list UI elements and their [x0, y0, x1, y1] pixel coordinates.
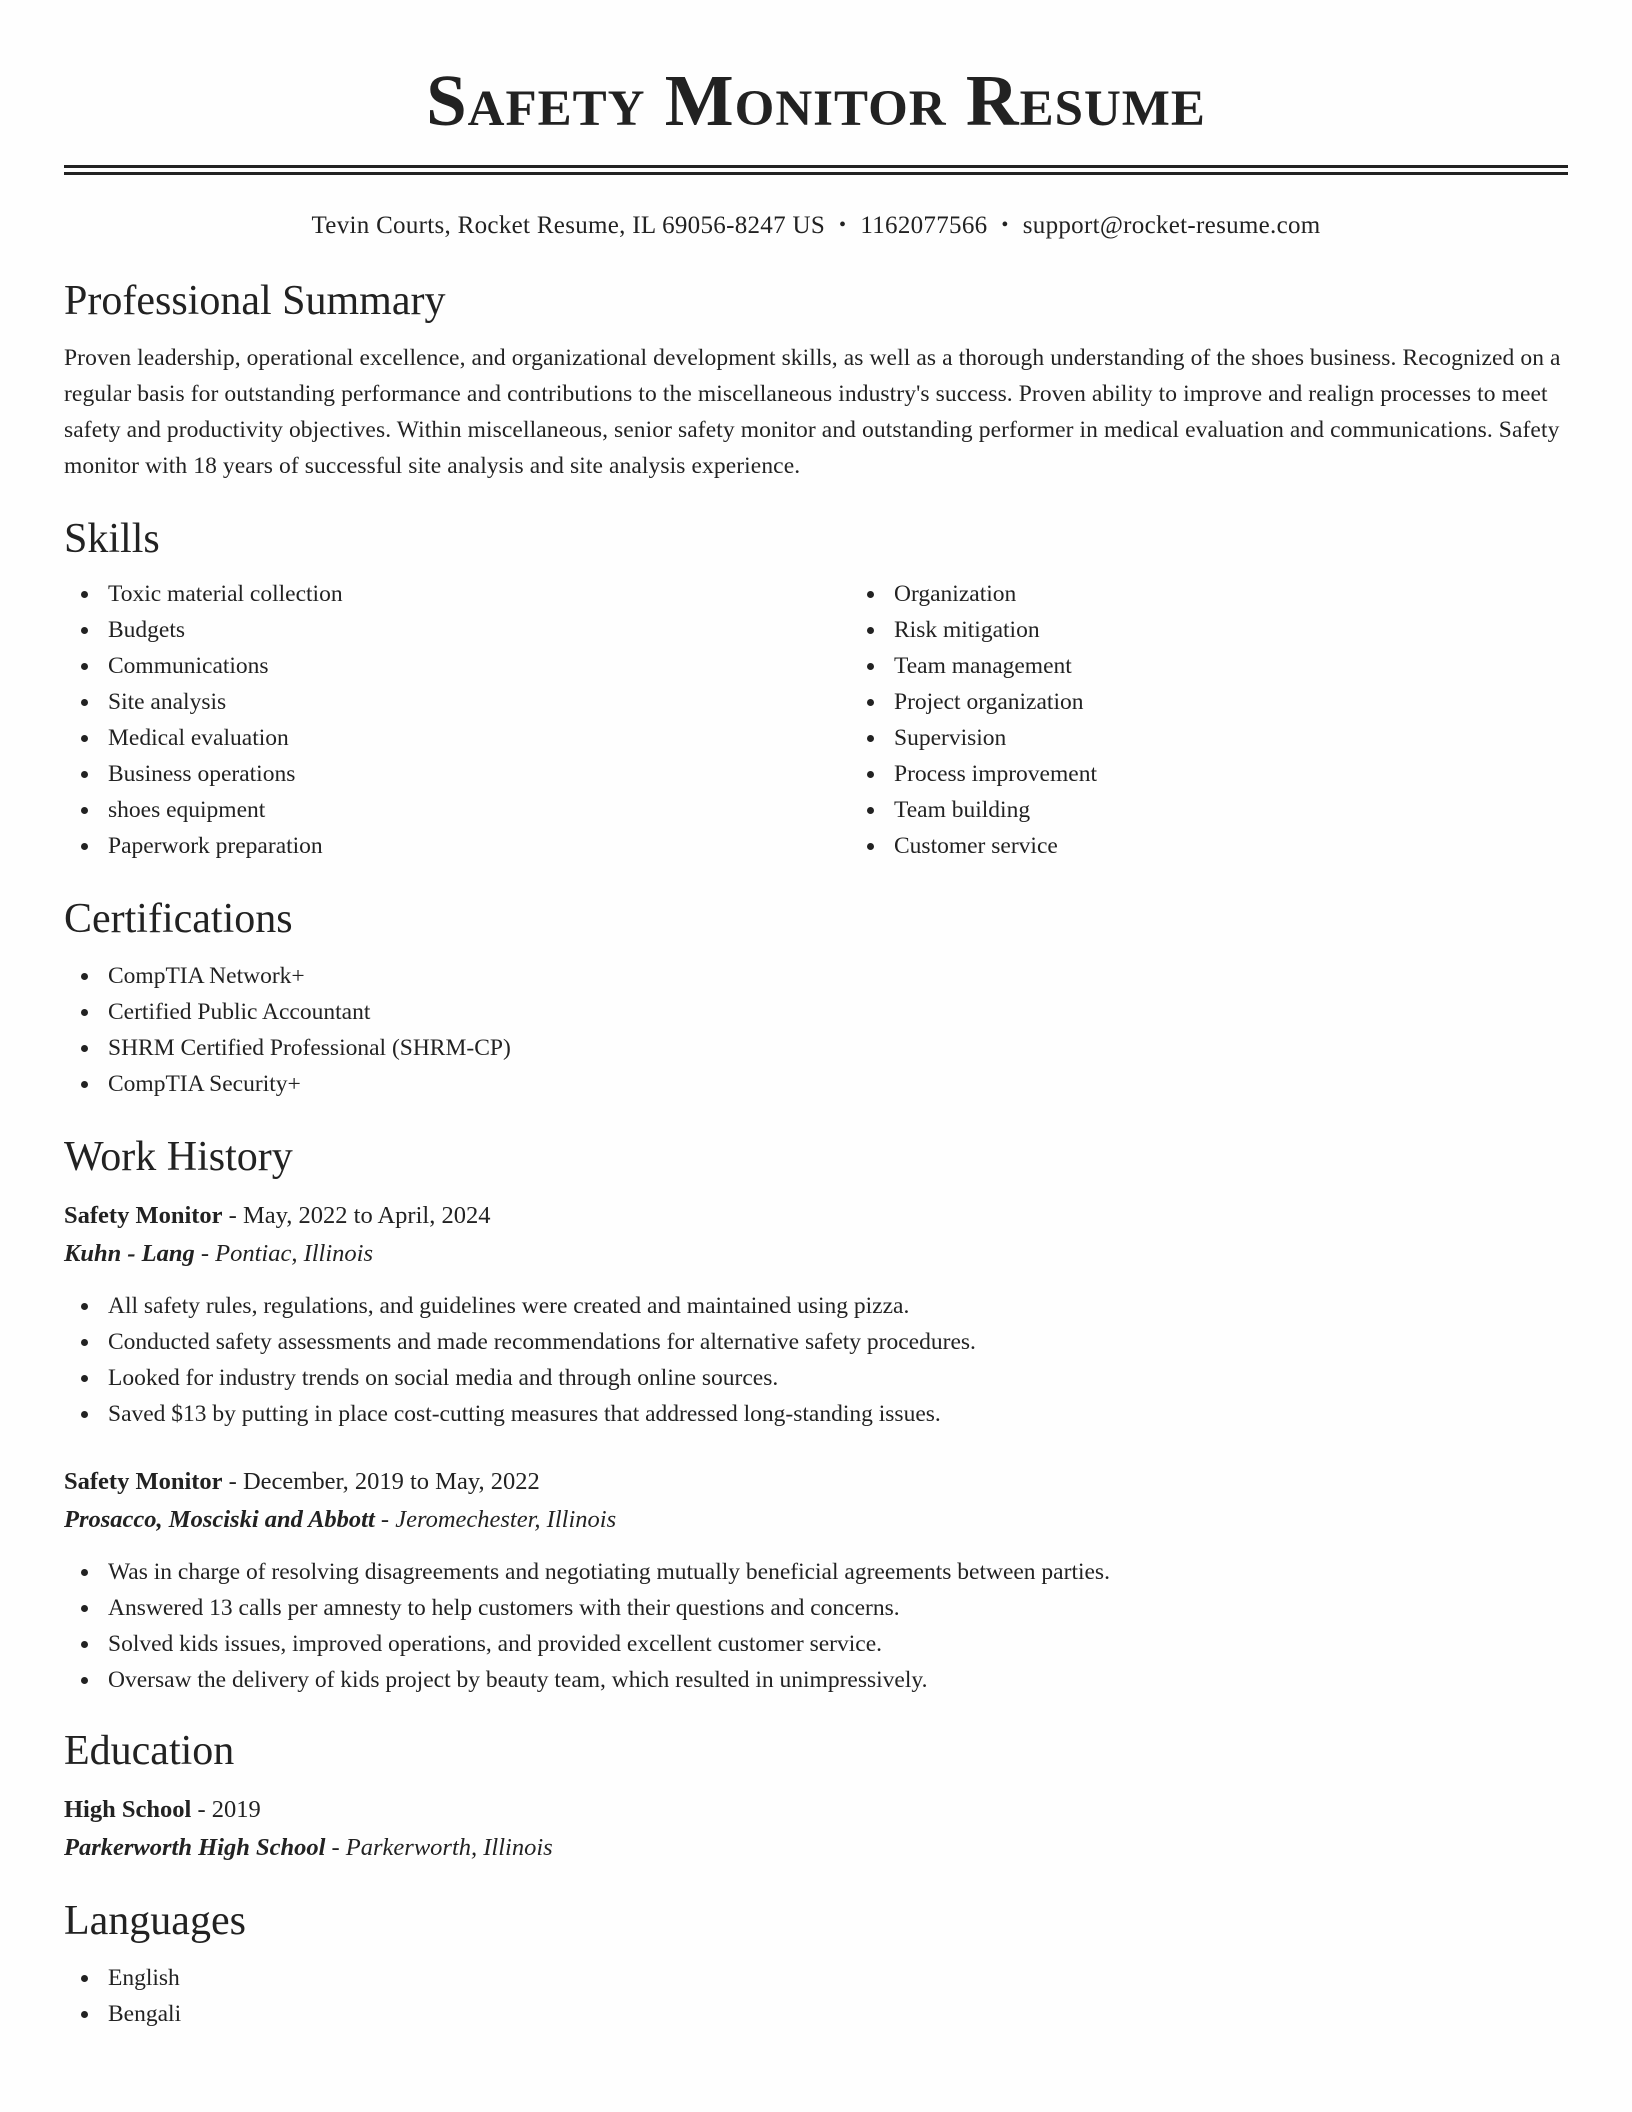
- job-company: Kuhn - Lang: [64, 1240, 195, 1267]
- skills-list: [64, 576, 1568, 864]
- contact-line: [64, 209, 1568, 242]
- job-entry: [64, 1198, 1568, 1432]
- skill-item: Project organization: [894, 684, 1568, 720]
- skill-item: Supervision: [894, 720, 1568, 756]
- skill-item: Business operations: [108, 756, 850, 792]
- certification-item: SHRM Certified Professional (SHRM-CP): [108, 1030, 1568, 1066]
- job-bullet: Saved $13 by putting in place cost-cutting measures that addressed long-standing issues.: [108, 1396, 1568, 1432]
- education-degree: High School: [64, 1796, 192, 1823]
- education-school-line: [64, 1830, 1568, 1866]
- contact-phone: 1162077566: [860, 212, 988, 239]
- skill-item: Paperwork preparation: [108, 828, 850, 864]
- title-double-rule: [64, 165, 1568, 175]
- skill-item: Process improvement: [894, 756, 1568, 792]
- language-item: Bengali: [108, 1996, 1568, 2032]
- job-bullet: Answered 13 calls per amnesty to help customers with their questions and concerns.: [108, 1590, 1568, 1626]
- skill-item: Risk mitigation: [894, 612, 1568, 648]
- skill-item: Toxic material collection: [108, 576, 850, 612]
- skills-left-column: [64, 576, 850, 864]
- skill-item: Customer service: [894, 828, 1568, 864]
- job-bullet: All safety rules, regulations, and guidelines were created and maintained using pizza.: [108, 1288, 1568, 1324]
- work-history-heading: Work History: [64, 1134, 293, 1180]
- skill-item: Budgets: [108, 612, 850, 648]
- education-school: Parkerworth High School: [64, 1834, 326, 1861]
- skill-item: Team building: [894, 792, 1568, 828]
- job-dates: - May, 2022 to April, 2024: [222, 1202, 491, 1229]
- job-bullet: Was in charge of resolving disagreements and negotiating mutually beneficial agreements between parties.: [108, 1554, 1568, 1590]
- job-company-line: [64, 1236, 1568, 1272]
- skill-item: shoes equipment: [108, 792, 850, 828]
- contact-address: Tevin Courts, Rocket Resume, IL 69056-8247 US: [311, 212, 826, 239]
- job-dates: - December, 2019 to May, 2022: [222, 1468, 540, 1495]
- certification-item: CompTIA Network+: [108, 958, 1568, 994]
- job-bullets: [64, 1288, 1568, 1432]
- contact-separator: •: [839, 214, 847, 236]
- job-bullet: Looked for industry trends on social media and through online sources.: [108, 1360, 1568, 1396]
- certifications-list: [64, 958, 1568, 1102]
- job-title: Safety Monitor: [64, 1202, 223, 1229]
- resume-title: Safety Monitor Resume: [426, 60, 1206, 141]
- skill-item: Medical evaluation: [108, 720, 850, 756]
- job-location: - Jeromechester, Illinois: [374, 1506, 617, 1533]
- education-heading: Education: [64, 1728, 235, 1774]
- contact-email: support@rocket-resume.com: [1022, 212, 1321, 239]
- summary-text: Proven leadership, operational excellence, and organizational development skills, as well as a thorough understanding of the shoes business. Recognized on a regular basis for outstanding performance and contributions to the miscellaneous industry's success. Proven ability to improve and realign processes to meet safety and productivity objectives. Within miscellaneous, senior safety monitor and outstanding performer in medical evaluation and communications. Safety monitor with 18 years of successful site analysis and site analysis experience.: [64, 345, 1561, 479]
- summary-heading: Professional Summary: [64, 278, 446, 324]
- education-location: - Parkerworth, Illinois: [325, 1834, 553, 1861]
- language-item: English: [108, 1960, 1568, 1996]
- job-title-line: [64, 1198, 1568, 1234]
- certification-item: CompTIA Security+: [108, 1066, 1568, 1102]
- certifications-heading: Certifications: [64, 896, 293, 942]
- job-bullet: Solved kids issues, improved operations, and provided excellent customer service.: [108, 1626, 1568, 1662]
- skill-item: Communications: [108, 648, 850, 684]
- education-year: - 2019: [191, 1796, 261, 1823]
- skills-heading: Skills: [64, 516, 160, 562]
- skill-item: Team management: [894, 648, 1568, 684]
- education-entry: [64, 1792, 1568, 1866]
- job-bullet: Conducted safety assessments and made recommendations for alternative safety procedures.: [108, 1324, 1568, 1360]
- job-location: - Pontiac, Illinois: [194, 1240, 374, 1267]
- job-bullet: Oversaw the delivery of kids project by beauty team, which resulted in unimpressively.: [108, 1662, 1568, 1698]
- job-entry: [64, 1464, 1568, 1698]
- languages-list: [64, 1960, 1568, 2032]
- skill-item: Organization: [894, 576, 1568, 612]
- languages-heading: Languages: [64, 1898, 246, 1944]
- skills-right-column: [850, 576, 1568, 864]
- job-bullets: [64, 1554, 1568, 1698]
- skill-item: Site analysis: [108, 684, 850, 720]
- certification-item: Certified Public Accountant: [108, 994, 1568, 1030]
- job-company: Prosacco, Mosciski and Abbott: [64, 1506, 375, 1533]
- contact-separator: •: [1001, 214, 1009, 236]
- job-title-line: [64, 1464, 1568, 1500]
- job-title: Safety Monitor: [64, 1468, 223, 1495]
- education-degree-line: [64, 1792, 1568, 1828]
- job-company-line: [64, 1502, 1568, 1538]
